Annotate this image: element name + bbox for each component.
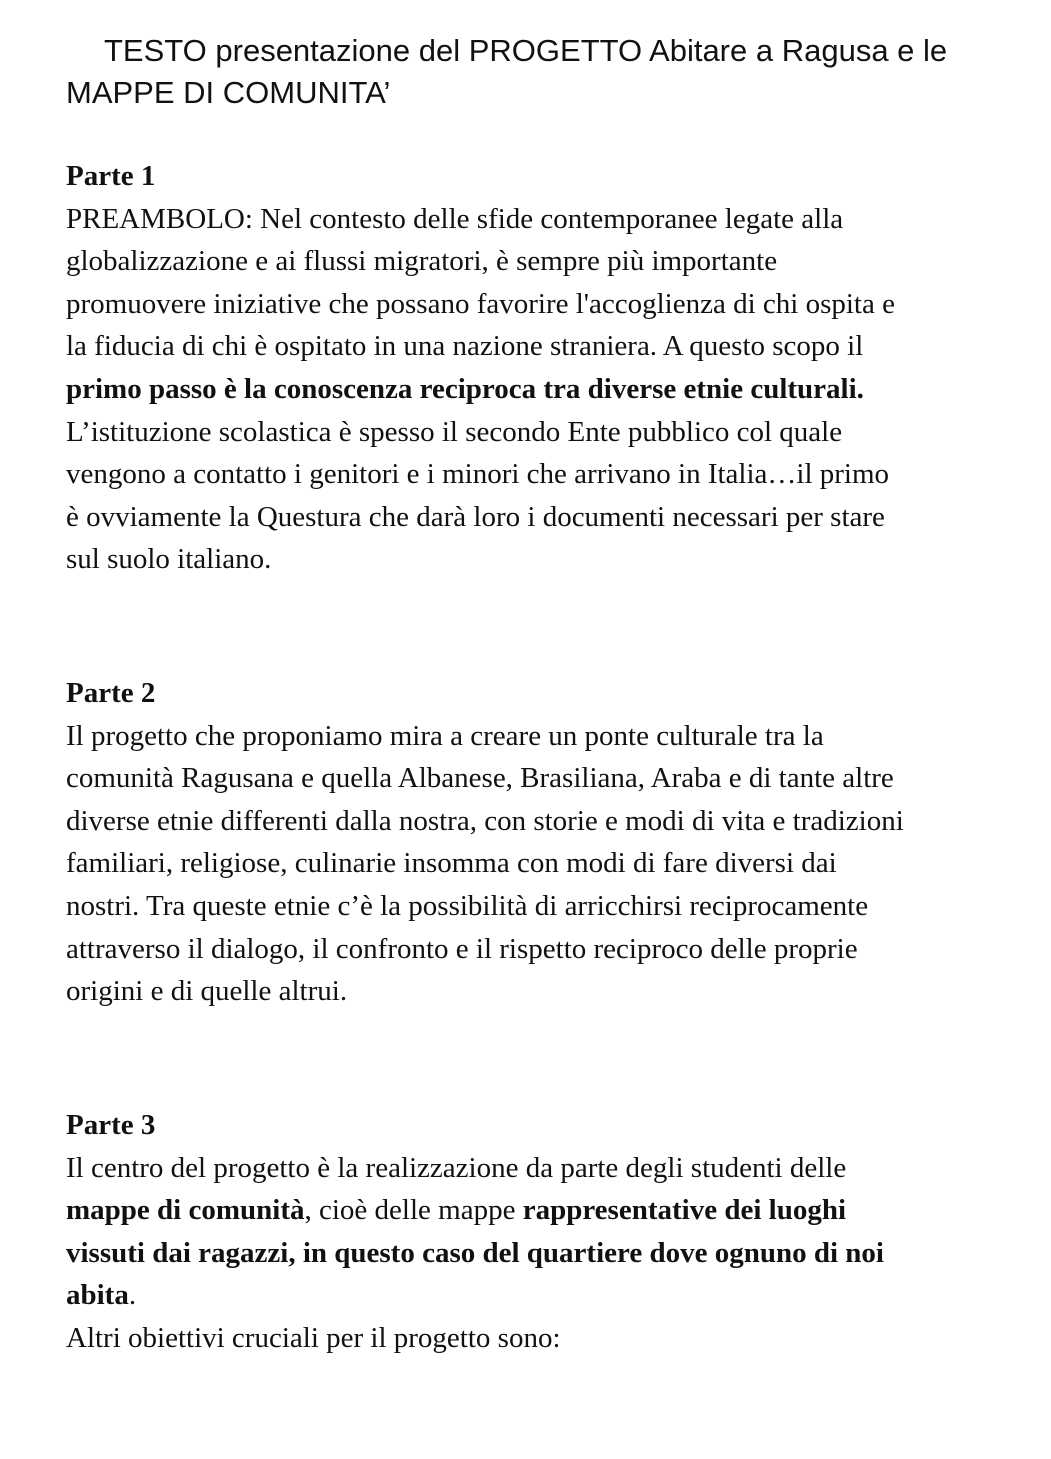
text-line: è ovviamente la Questura che darà loro i documenti necessari per stare [66,500,885,533]
text-line: familiari, religiose, culinarie insomma con modi di fare diversi dai [66,847,837,880]
text-line: Altri obiettivi cruciali per il progetto sono: [66,1321,561,1354]
section-heading: Parte 2 [66,677,156,709]
text-line-mixed [66,1189,1026,1232]
section-parte-2 [66,672,1026,1013]
text-line: promuovere iniziative che possano favorire l'accoglienza di chi ospita e [66,287,895,320]
text-line: PREAMBOLO: Nel contesto delle sfide contemporanee legate alla [66,202,844,235]
text-line-bold: vissuti dai ragazzi, in questo caso del quartiere dove ognuno di noi [66,1236,884,1269]
section-parte-1 [66,155,1026,581]
text-line: comunità Ragusana e quella Albanese, Brasiliana, Araba e di tante altre [66,762,894,795]
bold-phrase: rappresentative dei luoghi [522,1194,847,1227]
text-line: vengono a contatto i genitori e i minori che arrivano in Italia…il primo [66,458,890,491]
text-line: globalizzazione e ai flussi migratori, è sempre più importante [66,245,778,278]
text-line-bold: primo passo è la conoscenza reciproca tra diverse etnie culturali. [66,372,864,405]
text-line: Il progetto che proponiamo mira a creare un ponte culturale tra la [66,719,824,752]
text-line: Il centro del progetto è la realizzazione da parte degli studenti delle [66,1151,847,1184]
text-line: L’istituzione scolastica è spesso il secondo Ente pubblico col quale [66,415,843,448]
text-line-mixed [66,1274,1026,1317]
section-body [66,715,1026,1013]
document-title [66,30,1026,114]
text-line: origini e di quelle altrui. [66,975,348,1008]
text-line: la fiducia di chi è ospitato in una nazione straniera. A questo scopo il [66,330,864,363]
section-body [66,1147,1026,1360]
section-parte-3 [66,1104,1026,1360]
text-line: diverse etnie differenti dalla nostra, con storie e modi di vita e tradizioni [66,804,904,837]
text-phrase: . [128,1279,137,1312]
bold-phrase: abita [66,1279,129,1312]
text-line: sul suolo italiano. [66,543,272,576]
section-heading: Parte 3 [66,1109,156,1141]
title-line-2: MAPPE DI COMUNITA’ [66,75,391,110]
text-line: nostri. Tra queste etnie c’è la possibilità di arricchirsi reciprocamente [66,889,869,922]
text-line: attraverso il dialogo, il confronto e il rispetto reciproco delle proprie [66,932,858,965]
bold-phrase: mappe di comunità [66,1194,305,1227]
text-phrase: , cioè delle mappe [304,1194,523,1227]
title-line-1: TESTO presentazione del PROGETTO Abitare a Ragusa e le [104,33,948,68]
section-body [66,198,1026,581]
section-heading: Parte 1 [66,160,156,192]
